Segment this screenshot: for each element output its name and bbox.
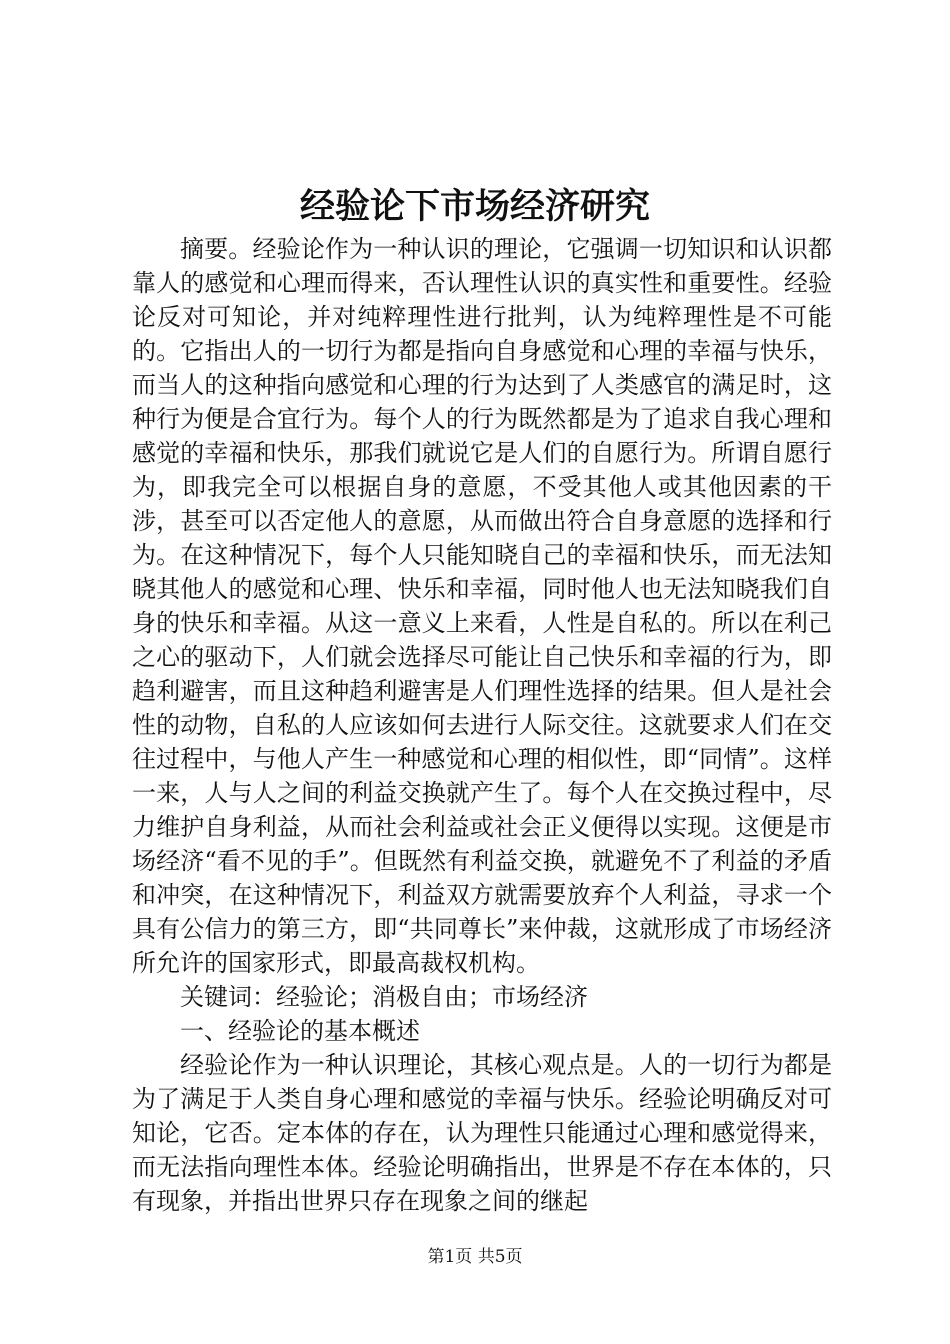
keywords-line: 关键词：经验论；消极自由；市场经济 bbox=[180, 983, 588, 1011]
document-body bbox=[132, 232, 832, 1218]
page-title: 经验论下市场经济研究 bbox=[299, 186, 650, 227]
page-footer: 第1页 共5页 bbox=[427, 1247, 523, 1267]
abstract-paragraph: 摘要。经验论作为一种认识的理论，它强调一切知识和认识都靠人的感觉和心理而得来，否认理性认识的真实性和重要性。经验论反对可知论，并对纯粹理性进行批判，认为纯粹理性是不可能的。它指出人的一切行为都是指向自身感觉和心理的幸福与快乐，而当人的这种指向感觉和心理的行为达到了人类感官的满足时，这种行为便是合宜行为。每个人的行为既然都是为了追求自我心理和感觉的幸福和快乐，那我们就说它是人们的自愿行为。所谓自愿行为，即我完全可以根据自身的意愿，不受其他人或其他因素的干涉，甚至可以否定他人的意愿，从而做出符合自身意愿的选择和行为。在这种情况下，每个人只能知晓自己的幸福和快乐，而无法知晓其他人的感觉和心理、快乐和幸福，同时他人也无法知晓我们自身的快乐和幸福。从这一意义上来看，人性是自私的。所以在利己之心的驱动下，人们就会选择尽可能让自己快乐和幸福的行为，即趋利避害，而且这种趋利避害是人们理性选择的结果。但人是社会性的动物，自私的人应该如何去进行人际交往。这就要求人们在交往过程中，与他人产生一种感觉和心理的相似性，即“同情”。这样一来，人与人之间的利益交换就产生了。每个人在交换过程中，尽力维护自身利益，从而社会利益或社会正义便得以实现。这便是市场经济“看不见的手”。但既然有利益交换，就避免不了利益的矛盾和冲突，在这种情况下，利益双方就需要放弃个人利益，寻求一个具有公信力的第三方，即“共同尊长”来仲裁，这就形成了市场经济所允许的国家形式，即最高裁权机构。 bbox=[132, 235, 832, 977]
section-heading: 一、经验论的基本概述 bbox=[180, 1017, 420, 1045]
body-paragraph: 经验论作为一种认识理论，其核心观点是。人的一切行为都是为了满足于人类自身心理和感觉的幸福与快乐。经验论明确反对可知论，它否。定本体的存在，认为理性只能通过心理和感觉得来，而无法指向理性本体。经验论明确指出，世界是不存在本体的，只有现象，并指出世界只存在现象之间的继起 bbox=[132, 1051, 832, 1215]
